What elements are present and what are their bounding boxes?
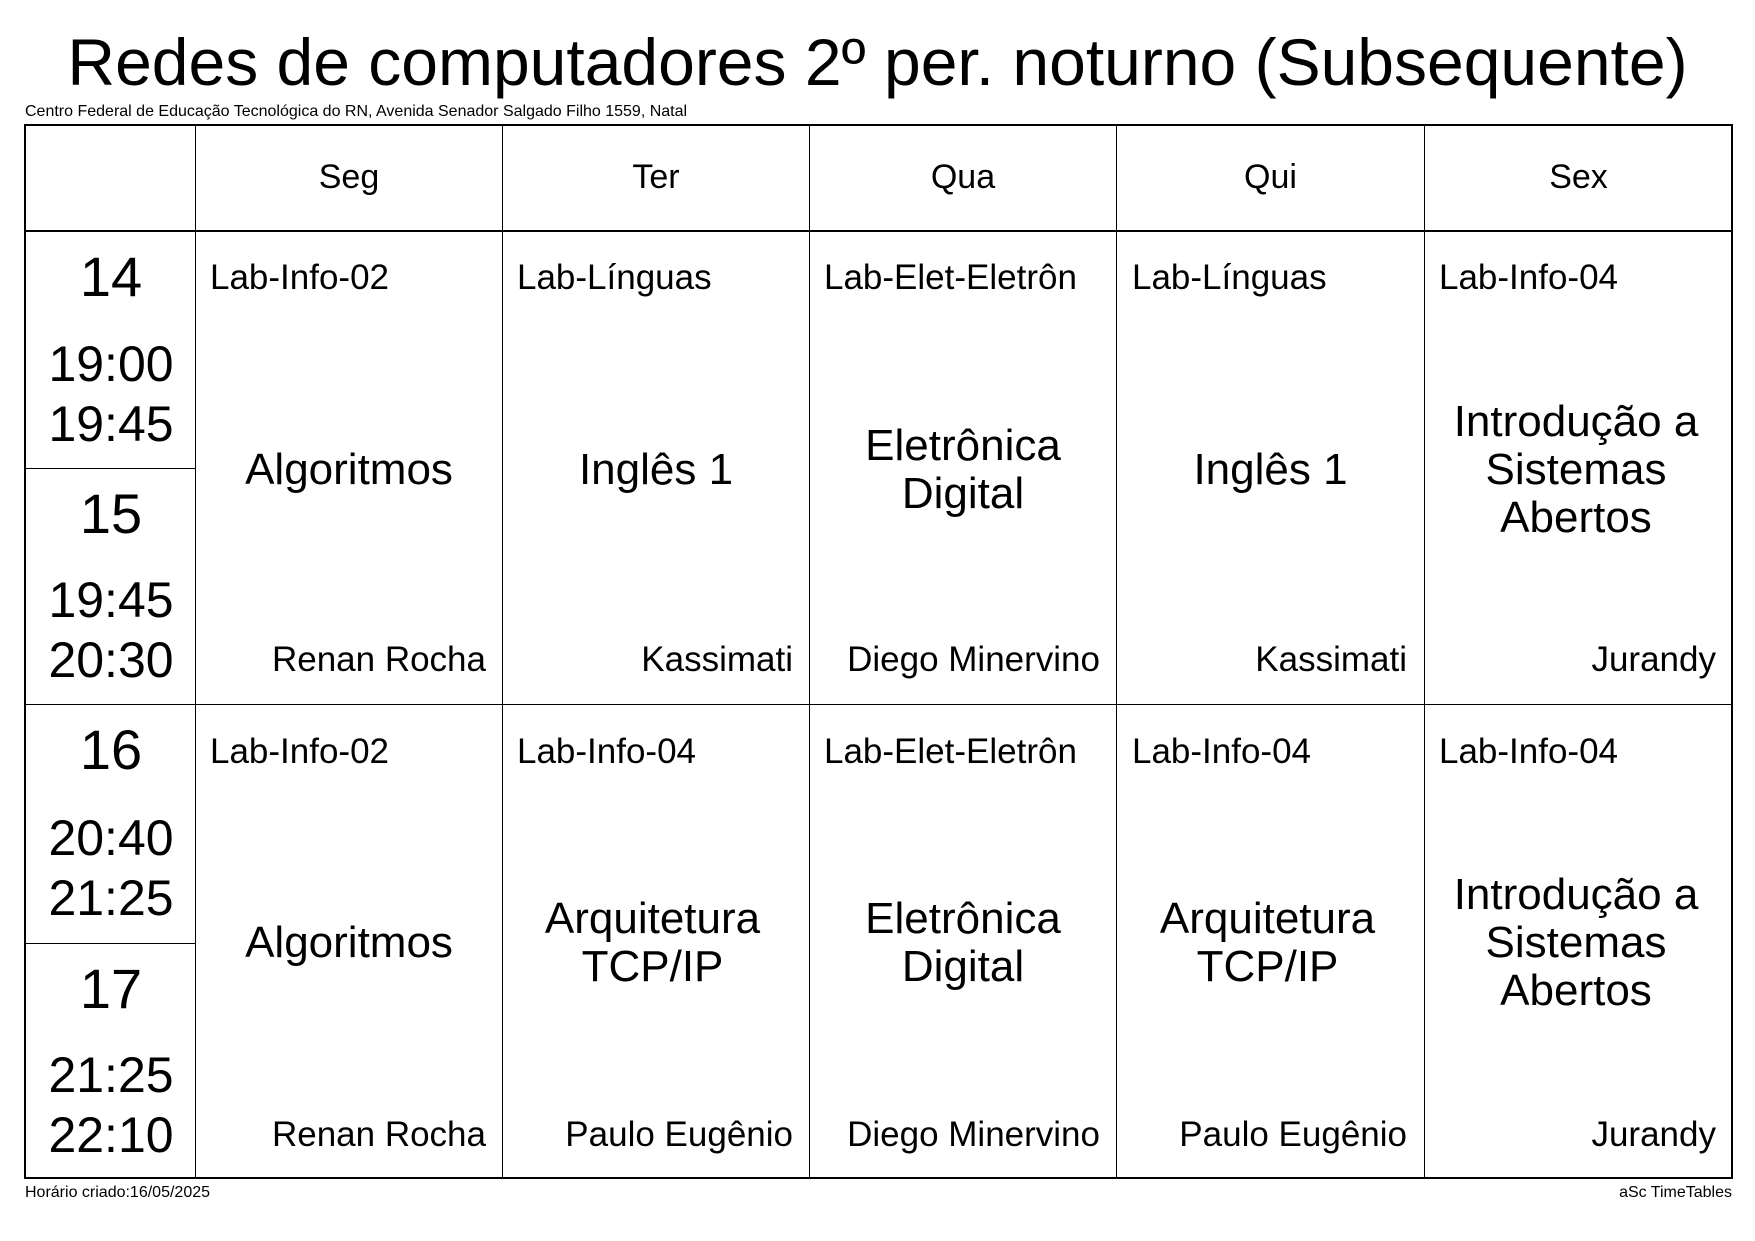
day-header-sex: Sex (1549, 157, 1608, 196)
period-start: 19:45 (48, 572, 174, 628)
lesson-room: Lab-Elet-Eletrôn (824, 732, 1077, 771)
lesson-subject: Eletrônica Digital (865, 421, 1061, 518)
institution-address: Centro Federal de Educação Tecnológica do RN, Avenida Senador Salgado Filho 1559, Natal (25, 103, 688, 120)
lesson-room: Lab-Línguas (517, 258, 712, 297)
lesson-subject: Inglês 1 (1193, 445, 1348, 494)
period-divider (24, 943, 196, 944)
period-number: 17 (79, 957, 143, 1020)
lesson-room: Lab-Info-02 (210, 732, 390, 771)
lesson-subject: Introdução a Sistemas Abertos (1453, 870, 1699, 1015)
lesson-subject: Arquitetura TCP/IP (1159, 894, 1376, 991)
lesson-teacher: Diego Minervino (847, 640, 1100, 679)
lesson-room: Lab-Info-04 (1132, 732, 1312, 771)
lesson-room: Lab-Elet-Eletrôn (824, 258, 1077, 297)
lesson-teacher: Kassimati (641, 640, 793, 679)
day-header-ter: Ter (632, 157, 680, 196)
lesson-teacher: Kassimati (1255, 640, 1407, 679)
period-number: 15 (79, 482, 143, 545)
day-header-qui: Qui (1244, 157, 1297, 196)
created-date: Horário criado:16/05/2025 (25, 1184, 211, 1201)
software-credit: aSc TimeTables (1619, 1184, 1732, 1201)
lesson-teacher: Renan Rocha (271, 640, 486, 679)
period-number: 16 (79, 718, 143, 781)
lesson-room: Lab-Info-04 (1439, 732, 1619, 771)
period-start: 19:00 (48, 336, 174, 392)
period-end: 20:30 (48, 632, 174, 688)
lesson-room: Lab-Línguas (1132, 258, 1327, 297)
period-number: 14 (79, 245, 143, 308)
lesson-subject: Inglês 1 (578, 445, 734, 494)
lesson-room: Lab-Info-04 (1439, 258, 1619, 297)
lesson-teacher: Jurandy (1591, 1115, 1716, 1154)
lesson-room: Lab-Info-04 (517, 732, 697, 771)
lesson-subject: Eletrônica Digital (865, 894, 1061, 991)
day-header-qua: Qua (930, 157, 996, 196)
lesson-teacher: Jurandy (1591, 640, 1716, 679)
period-start: 21:25 (48, 1047, 174, 1103)
header-divider (24, 230, 1733, 232)
lesson-room: Lab-Info-02 (210, 258, 390, 297)
period-end: 22:10 (48, 1107, 174, 1163)
lesson-teacher: Paulo Eugênio (1179, 1115, 1407, 1154)
lesson-subject: Arquitetura TCP/IP (544, 894, 761, 991)
period-start: 20:40 (48, 810, 174, 866)
period-end: 21:25 (48, 870, 174, 926)
block-divider (24, 704, 1733, 705)
page-title: Redes de computadores 2º per. noturno (Subsequente) (67, 25, 1688, 99)
period-divider (24, 468, 196, 469)
lesson-teacher: Diego Minervino (847, 1115, 1100, 1154)
day-header-seg: Seg (318, 157, 380, 196)
lesson-teacher: Paulo Eugênio (565, 1115, 793, 1154)
lesson-teacher: Renan Rocha (271, 1115, 486, 1154)
lesson-subject: Algoritmos (245, 918, 453, 967)
period-end: 19:45 (48, 396, 174, 452)
lesson-subject: Introdução a Sistemas Abertos (1453, 397, 1699, 542)
lesson-subject: Algoritmos (245, 445, 453, 494)
